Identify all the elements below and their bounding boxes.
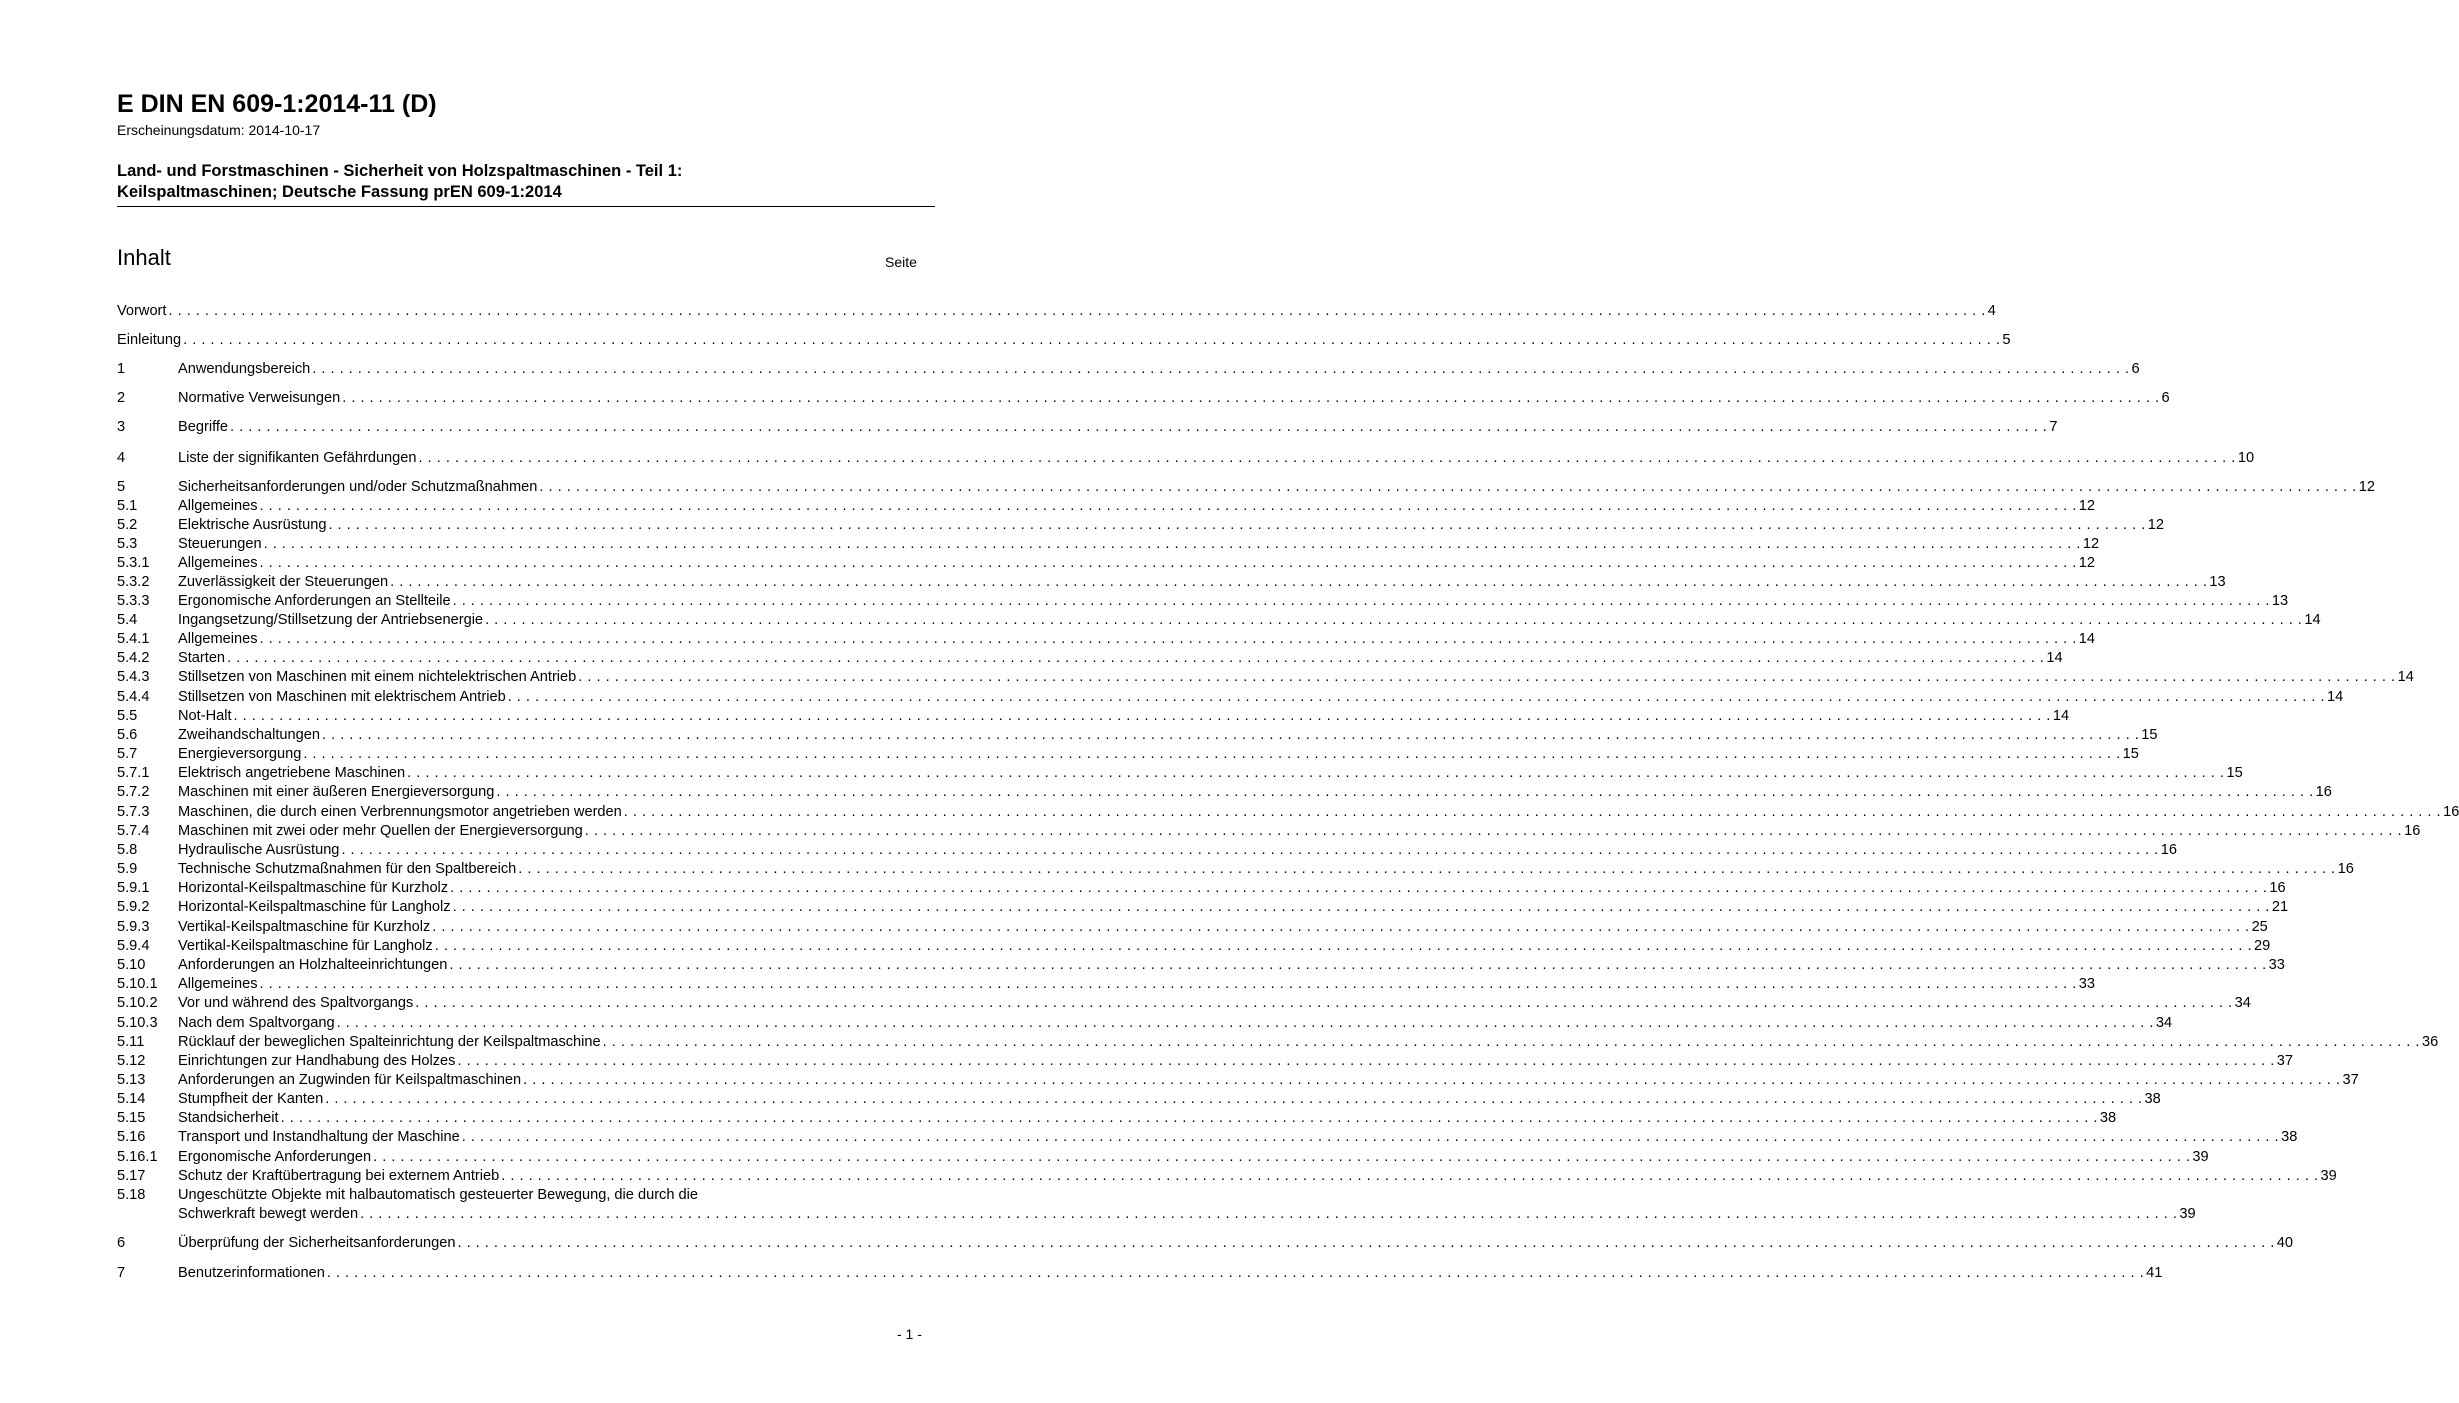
toc-dot-leader: . . . . . . . . . . . . . . . . . . . . . . . . . . . . . . . . . . . . . . . . . . . . . . . . . . . . . . . . . . . . . . . . . . . . . . . . . . . . . . . . . . . . . . . . . . . . . . . . . . . . . . . . . . . . . . . . . . . . . . . . . . . . . . . . . . . . . . . . . . . . . . . . . . . . . . . . . . . . . . . . . . . . . . . . . . . . . . . . . . . . . . . . . . . . . . . . . . . . . . . . [390,574,2208,590]
toc-entry[interactable] [117,860,2354,879]
toc-page-number: 33 [2078,976,2096,992]
toc-dot-leader: . . . . . . . . . . . . . . . . . . . . . . . . . . . . . . . . . . . . . . . . . . . . . . . . . . . . . . . . . . . . . . . . . . . . . . . . . . . . . . . . . . . . . . . . . . . . . . . . . . . . . . . . . . . . . . . . . . . . . . . . . . . . . . . . . . . . . . . . . . . . . . . . . . . . . . . . . . . . . . . . . . . . . . . . . . . . . . . . . . . . . . . . . . . . . . . . . . . . . . . . [485,612,2303,628]
toc-section-number: 5.4 [117,612,138,628]
toc-entry[interactable] [117,535,2100,554]
toc-page-number: 12 [2147,517,2164,533]
toc-dot-leader: . . . . . . . . . . . . . . . . . . . . . . . . . . . . . . . . . . . . . . . . . . . . . . . . . . . . . . . . . . . . . . . . . . . . . . . . . . . . . . . . . . . . . . . . . . . . . . . . . . . . . . . . . . . . . . . . . . . . . . . . . . . . . . . . . . . . . . . . . . . . . . . . . . . . . . . . . . . . . . . . . . . . . . . . . . . . . . . . . . . . . . . . . . . . . . . . . . . . . . . . [341,842,2159,858]
toc-page-number: 14 [2327,689,2344,705]
toc-page-number: 39 [2192,1149,2209,1165]
toc-dot-leader: . . . . . . . . . . . . . . . . . . . . . . . . . . . . . . . . . . . . . . . . . . . . . . . . . . . . . . . . . . . . . . . . . . . . . . . . . . . . . . . . . . . . . . . . . . . . . . . . . . . . . . . . . . . . . . . . . . . . . . . . . . . . . . . . . . . . . . . . . . . . . . . . . . . . . . . . . . . . . . . . . . . . . . . . . . . . . . . . . . . . . . . . . . . . . . . . . . . . . . . . [326,1265,2145,1281]
toc-section-title: Anforderungen an Zugwinden für Keilspaltmaschinen [178,1072,522,1088]
toc-section-title: Standsicherheit [178,1110,279,1126]
toc-entry[interactable] [117,1186,2196,1224]
toc-entry[interactable] [117,592,2289,611]
toc-page-number: 38 [2144,1091,2161,1107]
toc-section-title: Steuerungen [178,536,262,552]
toc-entry[interactable] [117,478,2375,497]
toc-dot-leader: . . . . . . . . . . . . . . . . . . . . . . . . . . . . . . . . . . . . . . . . . . . . . . . . . . . . . . . . . . . . . . . . . . . . . . . . . . . . . . . . . . . . . . . . . . . . . . . . . . . . . . . . . . . . . . . . . . . . . . . . . . . . . . . . . . . . . . . . . . . . . . . . . . . . . . . . . . . . . . . . . . . . . . . . . . . . . . . . . . . . . . . . . . . . . . . . . . . . . . . . [434,938,2253,954]
toc-section-title: Energieversorgung [178,746,302,762]
toc-section-title: Elektrische Ausrüstung [178,517,327,533]
toc-page-number: 16 [2404,823,2421,839]
toc-page-number: 37 [2276,1053,2293,1069]
toc-dot-leader: . . . . . . . . . . . . . . . . . . . . . . . . . . . . . . . . . . . . . . . . . . . . . . . . . . . . . . . . . . . . . . . . . . . . . . . . . . . . . . . . . . . . . . . . . . . . . . . . . . . . . . . . . . . . . . . . . . . . . . . . . . . . . . . . . . . . . . . . . . . . . . . . . . . . . . . . . . . . . . . . . . . . . . . . . . . . . . . . . . . . . . . . . . . . . . . . . . . . . . . . [325,1091,2143,1107]
toc-section-title: Horizontal-Keilspaltmaschine für Langholz [178,899,451,915]
toc-page-number: 37 [2342,1072,2359,1088]
toc-section-number: 7 [117,1265,126,1281]
toc-section-title: Begriffe [178,419,229,435]
toc-page-number: 14 [2397,669,2414,685]
toc-dot-leader: . . . . . . . . . . . . . . . . . . . . . . . . . . . . . . . . . . . . . . . . . . . . . . . . . . . . . . . . . . . . . . . . . . . . . . . . . . . . . . . . . . . . . . . . . . . . . . . . . . . . . . . . . . . . . . . . . . . . . . . . . . . . . . . . . . . . . . . . . . . . . . . . . . . . . . . . . . . . . . . . . . . . . . . . . . . . . . . . . . . . . . . . . . . . . . . . . . . . . . . . [312,361,2130,377]
toc-section-number: 1 [117,361,126,377]
toc-entry[interactable] [117,302,1996,321]
toc-page-number: 41 [2146,1265,2163,1281]
toc-section-number: 5.10.1 [117,976,158,992]
toc-section-title: Überprüfung der Sicherheitsanforderungen [178,1235,456,1251]
toc-page-number: 13 [2271,593,2289,609]
toc-section-title: Maschinen mit einer äußeren Energieversorgung [178,784,495,800]
toc-page-number: 14 [2078,631,2096,647]
toc-page-number: 12 [2078,555,2096,571]
toc-section-number: 5.13 [117,1072,146,1088]
toc-section-number: 5.4.1 [117,631,150,647]
toc-section-title: Sicherheitsanforderungen und/oder Schutzmaßnahmen [178,479,538,495]
toc-section-title: Ergonomische Anforderungen [178,1149,372,1165]
toc-section-title: Transport und Instandhaltung der Maschine [178,1129,460,1145]
toc-entry[interactable] [117,1033,2439,1052]
toc-dot-leader: . . . . . . . . . . . . . . . . . . . . . . . . . . . . . . . . . . . . . . . . . . . . . . . . . . . . . . . . . . . . . . . . . . . . . . . . . . . . . . . . . . . . . . . . . . . . . . . . . . . . . . . . . . . . . . . . . . . . . . . . . . . . . . . . . . . . . . . . . . . . . . . . . . . . . . . . . . . . . . . . . . . . . . . . . . . . . . . . . . . . . . . . . . . . . . . . . . . . . . . . [407,765,2225,781]
toc-section-number: 5.16 [117,1129,146,1145]
toc-section-number: 5.8 [117,842,138,858]
toc-section-title: Vor und während des Spaltvorgangs [178,995,414,1011]
toc-section-title: Benutzerinformationen [178,1265,325,1281]
toc-section-title: Not-Halt [178,708,232,724]
toc-page-number: 38 [2281,1129,2298,1145]
toc-page-number: 25 [2251,919,2268,935]
toc-section-number: 5.4.3 [117,669,150,685]
toc-entry[interactable] [117,975,2096,994]
toc-dot-leader: . . . . . . . . . . . . . . . . . . . . . . . . . . . . . . . . . . . . . . . . . . . . . . . . . . . . . . . . . . . . . . . . . . . . . . . . . . . . . . . . . . . . . . . . . . . . . . . . . . . . . . . . . . . . . . . . . . . . . . . . . . . . . . . . . . . . . . . . . . . . . . . . . . . . . . . . . . . . . . . . . . . . . . . . . . . . . . . . . . . . . . . . . . . . . . . . . . . . . . . . [230,419,2048,435]
toc-entry[interactable] [117,726,2158,745]
toc-dot-leader: . . . . . . . . . . . . . . . . . . . . . . . . . . . . . . . . . . . . . . . . . . . . . . . . . . . . . . . . . . . . . . . . . . . . . . . . . . . . . . . . . . . . . . . . . . . . . . . . . . . . . . . . . . . . . . . . . . . . . . . . . . . . . . . . . . . . . . . . . . . . . . . . . . . . . . . . . . . . . . . . . . . . . . . . . . . . . . . . . . . . . . . . . . . . . . . . . . . . . . . . [461,1129,2280,1145]
toc-section-number: 5.2 [117,517,138,533]
toc-entry[interactable] [117,1090,2161,1109]
toc-entry[interactable] [117,360,2140,379]
toc-entry[interactable] [117,783,2332,802]
toc-page-number: 10 [2237,450,2255,466]
toc-page-number: 39 [2320,1168,2337,1184]
toc-section-number: 3 [117,419,126,435]
toc-dot-leader: . . . . . . . . . . . . . . . . . . . . . . . . . . . . . . . . . . . . . . . . . . . . . . . . . . . . . . . . . . . . . . . . . . . . . . . . . . . . . . . . . . . . . . . . . . . . . . . . . . . . . . . . . . . . . . . . . . . . . . . . . . . . . . . . . . . . . . . . . . . . . . . . . . . . . . . . . . . . . . . . . . . . . . . . . . . . . . . . . . . . . . . . . . . . . . . . . . . . . . . . [259,498,2077,514]
toc-entry[interactable] [117,994,2251,1013]
toc-entry[interactable] [117,573,2226,592]
toc-section-title: Nach dem Spaltvorgang [178,1015,335,1031]
toc-dot-leader: . . . . . . . . . . . . . . . . . . . . . . . . . . . . . . . . . . . . . . . . . . . . . . . . . . . . . . . . . . . . . . . . . . . . . . . . . . . . . . . . . . . . . . . . . . . . . . . . . . . . . . . . . . . . . . . . . . . . . . . . . . . . . . . . . . . . . . . . . . . . . . . . . . . . . . . . . . . . . . . . . . . . . . . . . . . . . . . . . . . . . . . . . . . . . . . . . . . . . . . . [457,1235,2275,1251]
toc-dot-leader: . . . . . . . . . . . . . . . . . . . . . . . . . . . . . . . . . . . . . . . . . . . . . . . . . . . . . . . . . . . . . . . . . . . . . . . . . . . . . . . . . . . . . . . . . . . . . . . . . . . . . . . . . . . . . . . . . . . . . . . . . . . . . . . . . . . . . . . . . . . . . . . . . . . . . . . . . . . . . . . . . . . . . . . . . . . . . . . . . . . . . . . . . . . . . . . . . . . . . . . . [233,708,2051,724]
toc-section-number: 5.10 [117,957,146,973]
toc-section-number: 5.9.4 [117,938,150,954]
toc-section-number: 5.6 [117,727,138,743]
publication-date: Erscheinungsdatum: 2014-10-17 [117,122,321,138]
toc-entry[interactable] [117,516,2164,535]
toc-section-title: Anwendungsbereich [178,361,311,377]
toc-page-number: 14 [2052,708,2070,724]
toc-page-number: 12 [2082,536,2100,552]
toc-section-number: 5.15 [117,1110,146,1126]
toc-entry[interactable] [117,418,2058,437]
toc-entry[interactable] [117,449,2255,468]
toc-section-number: 5.1 [117,498,138,514]
toc-page-number: 16 [2443,804,2459,820]
toc-section-title: Einleitung [117,332,182,348]
toc-entry[interactable] [117,611,2321,630]
toc-section-title: Ergonomische Anforderungen an Stellteile [178,593,451,609]
toc-dot-leader: . . . . . . . . . . . . . . . . . . . . . . . . . . . . . . . . . . . . . . . . . . . . . . . . . . . . . . . . . . . . . . . . . . . . . . . . . . . . . . . . . . . . . . . . . . . . . . . . . . . . . . . . . . . . . . . . . . . . . . . . . . . . . . . . . . . . . . . . . . . . . . . . . . . . . . . . . . . . . . . . . . . . . . . . . . . . . . . . . . . . . . . . . . . . . . . . . . . . . . . . [584,823,2403,839]
toc-dot-leader: . . . . . . . . . . . . . . . . . . . . . . . . . . . . . . . . . . . . . . . . . . . . . . . . . . . . . . . . . . . . . . . . . . . . . . . . . . . . . . . . . . . . . . . . . . . . . . . . . . . . . . . . . . . . . . . . . . . . . . . . . . . . . . . . . . . . . . . . . . . . . . . . . . . . . . . . . . . . . . . . . . . . . . . . . . . . . . . . . . . . . . . . . . . . . . . . . . . . . . . . [183,332,2001,348]
toc-section-number: 5.3.2 [117,574,150,590]
toc-page-number: 13 [2209,574,2226,590]
toc-entry[interactable] [117,803,2459,822]
toc-section-number: 5.14 [117,1091,146,1107]
toc-section-number: 5.11 [117,1034,145,1050]
toc-section-number: 5.4.4 [117,689,150,705]
toc-section-number: 5.17 [117,1168,146,1184]
toc-dot-leader: . . . . . . . . . . . . . . . . . . . . . . . . . . . . . . . . . . . . . . . . . . . . . . . . . . . . . . . . . . . . . . . . . . . . . . . . . . . . . . . . . . . . . . . . . . . . . . . . . . . . . . . . . . . . . . . . . . . . . . . . . . . . . . . . . . . . . . . . . . . . . . . . . . . . . . . . . . . . . . . . . . . . . . . . . . . . . . . . . . . . . . . . . . . . . . . . . . . . . . . . [168,303,1986,319]
toc-section-title: Technische Schutzmaßnahmen für den Spaltbereich [178,861,517,877]
toc-entry[interactable] [117,1014,2173,1033]
toc-page-number: 15 [2141,727,2158,743]
toc-dot-leader: . . . . . . . . . . . . . . . . . . . . . . . . . . . . . . . . . . . . . . . . . . . . . . . . . . . . . . . . . . . . . . . . . . . . . . . . . . . . . . . . . . . . . . . . . . . . . . . . . . . . . . . . . . . . . . . . . . . . . . . . . . . . . . . . . . . . . . . . . . . . . . . . . . . . . . . . . . . . . . . . . . . . . . . . . . . . . . . . . . . . . . . . . . . . . . . . . . . . . . . . [227,650,2045,666]
toc-section-number: 5.12 [117,1053,146,1069]
toc-dot-leader: . . . . . . . . . . . . . . . . . . . . . . . . . . . . . . . . . . . . . . . . . . . . . . . . . . . . . . . . . . . . . . . . . . . . . . . . . . . . . . . . . . . . . . . . . . . . . . . . . . . . . . . . . . . . . . . . . . . . . . . . . . . . . . . . . . . . . . . . . . . . . . . . . . . . . . . . . . . . . . . . . . . . . . . . . . . . . . . . . . . . . . . . . . . . . . . . . . . . . . . . [501,1168,2319,1184]
toc-page-number: 34 [2234,995,2251,1011]
toc-entry[interactable] [117,1052,2293,1071]
document-title [117,161,937,203]
toc-dot-leader: . . . . . . . . . . . . . . . . . . . . . . . . . . . . . . . . . . . . . . . . . . . . . . . . . . . . . . . . . . . . . . . . . . . . . . . . . . . . . . . . . . . . . . . . . . . . . . . . . . . . . . . . . . . . . . . . . . . . . . . . . . . . . . . . . . . . . . . . . . . . . . . . . . . . . . . . . . . . . . . . . . . . . . . . . . . . . . . . . . . . . . . . . . . . . . . . . . . . . . . . [518,861,2336,877]
toc-dot-leader: . . . . . . . . . . . . . . . . . . . . . . . . . . . . . . . . . . . . . . . . . . . . . . . . . . . . . . . . . . . . . . . . . . . . . . . . . . . . . . . . . . . . . . . . . . . . . . . . . . . . . . . . . . . . . . . . . . . . . . . . . . . . . . . . . . . . . . . . . . . . . . . . . . . . . . . . . . . . . . . . . . . . . . . . . . . . . . . . . . . . . . . . . . . . . . . . . . . . . . . . [415,995,2233,1011]
toc-dot-leader: . . . . . . . . . . . . . . . . . . . . . . . . . . . . . . . . . . . . . . . . . . . . . . . . . . . . . . . . . . . . . . . . . . . . . . . . . . . . . . . . . . . . . . . . . . . . . . . . . . . . . . . . . . . . . . . . . . . . . . . . . . . . . . . . . . . . . . . . . . . . . . . . . . . . . . . . . . . . . . . . . . . . . . . . . . . . . . . . . . . . . . . . . . . . . . . . . . . . . . . . [336,1015,2154,1031]
toc-section-number: 2 [117,390,126,406]
toc-section-title: Allgemeines [178,976,258,992]
toc-entry[interactable] [117,956,2285,975]
toc-section-title: Stillsetzen von Maschinen mit elektrischem Antrieb [178,689,506,705]
toc-dot-leader: . . . . . . . . . . . . . . . . . . . . . . . . . . . . . . . . . . . . . . . . . . . . . . . . . . . . . . . . . . . . . . . . . . . . . . . . . . . . . . . . . . . . . . . . . . . . . . . . . . . . . . . . . . . . . . . . . . . . . . . . . . . . . . . . . . . . . . . . . . . . . . . . . . . . . . . . . . . . . . . . . . . . . . . . . . . . . . . . . . . . . . . . . . . . . . . . . . . . . . . . [539,479,2357,495]
toc-section-number: 5.9.3 [117,919,150,935]
toc-dot-leader: . . . . . . . . . . . . . . . . . . . . . . . . . . . . . . . . . . . . . . . . . . . . . . . . . . . . . . . . . . . . . . . . . . . . . . . . . . . . . . . . . . . . . . . . . . . . . . . . . . . . . . . . . . . . . . . . . . . . . . . . . . . . . . . . . . . . . . . . . . . . . . . . . . . . . . . . . . . . . . . . . . . . . . . . . . . . . . . . . . . . . . . . . . . . . . . . . . . . . . . . [328,517,2146,533]
toc-page-number: 12 [2358,479,2375,495]
toc-entry[interactable] [117,630,2096,649]
toc-entry[interactable] [117,898,2289,917]
toc-page-number: 15 [2226,765,2243,781]
toc-section-title: Zuverlässigkeit der Steuerungen [178,574,389,590]
toc-page-number: 14 [2046,650,2063,666]
toc-section-title: Starten [178,650,226,666]
toc-page-number: 4 [1987,303,1996,319]
document-title-line-2: Keilspaltmaschinen; Deutsche Fassung prEN 609-1:2014 [117,183,562,201]
document-id: E DIN EN 609-1:2014-11 (D) [117,90,437,118]
toc-dot-leader: . . . . . . . . . . . . . . . . . . . . . . . . . . . . . . . . . . . . . . . . . . . . . . . . . . . . . . . . . . . . . . . . . . . . . . . . . . . . . . . . . . . . . . . . . . . . . . . . . . . . . . . . . . . . . . . . . . . . . . . . . . . . . . . . . . . . . . . . . . . . . . . . . . . . . . . . . . . . . . . . . . . . . . . . . . . . . . . . . . . . . . . . . . . . . . . . . . . . . . . . [263,536,2081,552]
toc-dot-leader: . . . . . . . . . . . . . . . . . . . . . . . . . . . . . . . . . . . . . . . . . . . . . . . . . . . . . . . . . . . . . . . . . . . . . . . . . . . . . . . . . . . . . . . . . . . . . . . . . . . . . . . . . . . . . . . . . . . . . . . . . . . . . . . . . . . . . . . . . . . . . . . . . . . . . . . . . . . . . . . . . . . . . . . . . . . . . . . . . . . . . . . . . . . . . . . . . . . . . . . . [507,689,2325,705]
toc-page-number: 14 [2304,612,2321,628]
toc-dot-leader: . . . . . . . . . . . . . . . . . . . . . . . . . . . . . . . . . . . . . . . . . . . . . . . . . . . . . . . . . . . . . . . . . . . . . . . . . . . . . . . . . . . . . . . . . . . . . . . . . . . . . . . . . . . . . . . . . . . . . . . . . . . . . . . . . . . . . . . . . . . . . . . . . . . . . . . . . . . . . . . . . . . . . . . . . . . . . . . . . . . . . . . . . . . . . . . . . . . . . . . . [452,593,2270,609]
toc-section-number: 5.3 [117,536,138,552]
toc-dot-leader: . . . . . . . . . . . . . . . . . . . . . . . . . . . . . . . . . . . . . . . . . . . . . . . . . . . . . . . . . . . . . . . . . . . . . . . . . . . . . . . . . . . . . . . . . . . . . . . . . . . . . . . . . . . . . . . . . . . . . . . . . . . . . . . . . . . . . . . . . . . . . . . . . . . . . . . . . . . . . . . . . . . . . . . . . . . . . . . . . . . . . . . . . . . . . . . . . . . . . . . . [373,1149,2191,1165]
toc-section-number: 5 [117,479,126,495]
toc-section-title: Zweihandschaltungen [178,727,320,743]
toc-section-number: 5.5 [117,708,138,724]
toc-dot-leader: . . . . . . . . . . . . . . . . . . . . . . . . . . . . . . . . . . . . . . . . . . . . . . . . . . . . . . . . . . . . . . . . . . . . . . . . . . . . . . . . . . . . . . . . . . . . . . . . . . . . . . . . . . . . . . . . . . . . . . . . . . . . . . . . . . . . . . . . . . . . . . . . . . . . . . . . . . . . . . . . . . . . . . . . . . . . . . . . . . . . . . . . . . . . . . . . . . . . . . . . [449,957,2267,973]
toc-section-number: 5.7 [117,746,138,762]
toc-section-number: 5.16.1 [117,1149,158,1165]
toc-section-number: 6 [117,1235,126,1251]
toc-section-title-continued: Schwerkraft bewegt werden [178,1206,359,1222]
toc-dot-leader: . . . . . . . . . . . . . . . . . . . . . . . . . . . . . . . . . . . . . . . . . . . . . . . . . . . . . . . . . . . . . . . . . . . . . . . . . . . . . . . . . . . . . . . . . . . . . . . . . . . . . . . . . . . . . . . . . . . . . . . . . . . . . . . . . . . . . . . . . . . . . . . . . . . . . . . . . . . . . . . . . . . . . . . . . . . . . . . . . . . . . . . . . . . . . . . . . . . . . . . . [342,390,2160,406]
toc-section-number: 4 [117,450,126,466]
toc-page-number: 5 [2002,332,2011,348]
footer-page-number: - 1 - [897,1326,922,1342]
toc-dot-leader: . . . . . . . . . . . . . . . . . . . . . . . . . . . . . . . . . . . . . . . . . . . . . . . . . . . . . . . . . . . . . . . . . . . . . . . . . . . . . . . . . . . . . . . . . . . . . . . . . . . . . . . . . . . . . . . . . . . . . . . . . . . . . . . . . . . . . . . . . . . . . . . . . . . . . . . . . . . . . . . . . . . . . . . . . . . . . . . . . . . . . . . . . . . . . . . . . . . . . . . . [432,919,2250,935]
toc-section-number: 5.7.1 [117,765,150,781]
toc-section-number: 5.9 [117,861,138,877]
toc-section-number: 5.9.1 [117,880,150,896]
toc-section-title: Maschinen, die durch einen Verbrennungsmotor angetrieben werden [178,804,622,820]
toc-entry[interactable] [117,649,2063,668]
toc-section-number: 5.3.1 [117,555,150,571]
toc-entry[interactable] [117,389,2170,408]
toc-dot-leader: . . . . . . . . . . . . . . . . . . . . . . . . . . . . . . . . . . . . . . . . . . . . . . . . . . . . . . . . . . . . . . . . . . . . . . . . . . . . . . . . . . . . . . . . . . . . . . . . . . . . . . . . . . . . . . . . . . . . . . . . . . . . . . . . . . . . . . . . . . . . . . . . . . . . . . . . . . . . . . . . . . . . . . . . . . . . . . . . . . . . . . . . . . . . . . . . . . . . . . . . [602,1034,2420,1050]
toc-section-title: Stumpfheit der Kanten [178,1091,324,1107]
toc-section-title: Horizontal-Keilspaltmaschine für Kurzholz [178,880,449,896]
toc-section-number: 5.10.3 [117,1015,158,1031]
document-title-line-1: Land- und Forstmaschinen - Sicherheit von Holzspaltmaschinen - Teil 1: [117,162,683,180]
toc-section-title: Maschinen mit zwei oder mehr Quellen der Energieversorgung [178,823,583,839]
toc-page-number: 6 [2131,361,2140,377]
toc-entry[interactable] [117,688,2344,707]
toc-entry[interactable] [117,841,2177,860]
toc-dot-leader: . . . . . . . . . . . . . . . . . . . . . . . . . . . . . . . . . . . . . . . . . . . . . . . . . . . . . . . . . . . . . . . . . . . . . . . . . . . . . . . . . . . . . . . . . . . . . . . . . . . . . . . . . . . . . . . . . . . . . . . . . . . . . . . . . . . . . . . . . . . . . . . . . . . . . . . . . . . . . . . . . . . . . . . . . . . . . . . . . . . . . . . . . . . . . . . . . . . . . . . . [452,899,2270,915]
toc-dot-leader: . . . . . . . . . . . . . . . . . . . . . . . . . . . . . . . . . . . . . . . . . . . . . . . . . . . . . . . . . . . . . . . . . . . . . . . . . . . . . . . . . . . . . . . . . . . . . . . . . . . . . . . . . . . . . . . . . . . . . . . . . . . . . . . . . . . . . . . . . . . . . . . . . . . . . . . . . . . . . . . . . . . . . . . . . . . . . . . . . . . . . . . . . . . . . . . . . . . . . . . . [457,1053,2275,1069]
toc-entry[interactable] [117,879,2286,898]
toc-section-title: Stillsetzen von Maschinen mit einem nichtelektrischen Antrieb [178,669,577,685]
toc-section-title: Liste der signifikanten Gefährdungen [178,450,417,466]
page-column-label: Seite [885,254,917,270]
toc-page-number: 15 [2122,746,2139,762]
toc-section-title: Schutz der Kraftübertragung bei externem Antrieb [178,1168,500,1184]
toc-page-number: 16 [2160,842,2177,858]
toc-section-number: 5.3.3 [117,593,150,609]
toc-dot-leader: . . . . . . . . . . . . . . . . . . . . . . . . . . . . . . . . . . . . . . . . . . . . . . . . . . . . . . . . . . . . . . . . . . . . . . . . . . . . . . . . . . . . . . . . . . . . . . . . . . . . . . . . . . . . . . . . . . . . . . . . . . . . . . . . . . . . . . . . . . . . . . . . . . . . . . . . . . . . . . . . . . . . . . . . . . . . . . . . . . . . . . . . . . . . . . . . . . . . . . . . [418,450,2236,466]
toc-section-number: 5.18 [117,1187,146,1203]
toc-page-number: 12 [2078,498,2096,514]
toc-entry[interactable] [117,1234,2293,1253]
toc-dot-leader: . . . . . . . . . . . . . . . . . . . . . . . . . . . . . . . . . . . . . . . . . . . . . . . . . . . . . . . . . . . . . . . . . . . . . . . . . . . . . . . . . . . . . . . . . . . . . . . . . . . . . . . . . . . . . . . . . . . . . . . . . . . . . . . . . . . . . . . . . . . . . . . . . . . . . . . . . . . . . . . . . . . . . . . . . . . . . . . . . . . . . . . . . . . . . . . . . . . . . . . . [259,976,2077,992]
toc-section-title: Normative Verweisungen [178,390,341,406]
contents-heading: Inhalt [117,245,171,270]
toc-section-number: 5.9.2 [117,899,150,915]
toc-section-title: Allgemeines [178,498,258,514]
toc-entry[interactable] [117,707,2070,726]
toc-page-number: 7 [2049,419,2058,435]
toc-dot-leader: . . . . . . . . . . . . . . . . . . . . . . . . . . . . . . . . . . . . . . . . . . . . . . . . . . . . . . . . . . . . . . . . . . . . . . . . . . . . . . . . . . . . . . . . . . . . . . . . . . . . . . . . . . . . . . . . . . . . . . . . . . . . . . . . . . . . . . . . . . . . . . . . . . . . . . . . . . . . . . . . . . . . . . . . . . . . . . . . . . . . . . . . . . . . . . . . . . . . . . . . [259,631,2077,647]
toc-entry[interactable] [117,497,2096,516]
toc-section-title: Allgemeines [178,631,258,647]
toc-section-number: 5.7.3 [117,804,150,820]
toc-section-title: Elektrisch angetriebene Maschinen [178,765,406,781]
toc-entry[interactable] [117,1109,2117,1128]
toc-section-number: 5.4.2 [117,650,150,666]
toc-entry[interactable] [117,331,2011,350]
toc-page-number: 16 [2337,861,2354,877]
toc-page-number: 39 [2179,1206,2196,1222]
toc-page-number: 34 [2155,1015,2173,1031]
toc-entry[interactable] [117,937,2271,956]
toc-page-number: 40 [2276,1235,2293,1251]
toc-section-title: Allgemeines [178,555,258,571]
toc-section-title: Hydraulische Ausrüstung [178,842,340,858]
toc-page-number: 38 [2099,1110,2117,1126]
toc-entry[interactable] [117,822,2421,841]
toc-section-title: Anforderungen an Holzhalteeinrichtungen [178,957,448,973]
toc-page-number: 16 [2315,784,2332,800]
toc-entry[interactable] [117,764,2243,783]
title-divider [117,206,935,207]
toc-dot-leader: . . . . . . . . . . . . . . . . . . . . . . . . . . . . . . . . . . . . . . . . . . . . . . . . . . . . . . . . . . . . . . . . . . . . . . . . . . . . . . . . . . . . . . . . . . . . . . . . . . . . . . . . . . . . . . . . . . . . . . . . . . . . . . . . . . . . . . . . . . . . . . . . . . . . . . . . . . . . . . . . . . . . . . . . . . . . . . . . . . . . . . . . . . . . . . . . . . . . . . . . [321,727,2140,743]
toc-dot-leader: . . . . . . . . . . . . . . . . . . . . . . . . . . . . . . . . . . . . . . . . . . . . . . . . . . . . . . . . . . . . . . . . . . . . . . . . . . . . . . . . . . . . . . . . . . . . . . . . . . . . . . . . . . . . . . . . . . . . . . . . . . . . . . . . . . . . . . . . . . . . . . . . . . . . . . . . . . . . . . . . . . . . . . . . . . . . . . . . . . . . . . . . . . . . . . . . . . . . . . . . [523,1072,2341,1088]
toc-page-number: 29 [2254,938,2271,954]
toc-entry[interactable] [117,1148,2209,1167]
toc-section-number: 5.10.2 [117,995,158,1011]
toc-dot-leader: . . . . . . . . . . . . . . . . . . . . . . . . . . . . . . . . . . . . . . . . . . . . . . . . . . . . . . . . . . . . . . . . . . . . . . . . . . . . . . . . . . . . . . . . . . . . . . . . . . . . . . . . . . . . . . . . . . . . . . . . . . . . . . . . . . . . . . . . . . . . . . . . . . . . . . . . . . . . . . . . . . . . . . . . . . . . . . . . . . . . . . . . . . . . . . . . . . . . . . . . [259,555,2077,571]
toc-section-title: Vertikal-Keilspaltmaschine für Kurzholz [178,919,431,935]
toc-entry[interactable] [117,1167,2337,1186]
toc-section-title: Ingangsetzung/Stillsetzung der Antriebsenergie [178,612,484,628]
toc-entry[interactable] [117,554,2096,573]
toc-section-number: 5.7.4 [117,823,150,839]
toc-section-title: Vertikal-Keilspaltmaschine für Langholz [178,938,433,954]
toc-entry[interactable] [117,1264,2163,1283]
toc-dot-leader: . . . . . . . . . . . . . . . . . . . . . . . . . . . . . . . . . . . . . . . . . . . . . . . . . . . . . . . . . . . . . . . . . . . . . . . . . . . . . . . . . . . . . . . . . . . . . . . . . . . . . . . . . . . . . . . . . . . . . . . . . . . . . . . . . . . . . . . . . . . . . . . . . . . . . . . . . . . . . . . . . . . . . . . . . . . . . . . . . . . . . . . . . . . . . . . . . . . . . . . . [303,746,2121,762]
toc-section-title: Einrichtungen zur Handhabung des Holzes [178,1053,456,1069]
toc-section-title: Vorwort [117,303,167,319]
toc-dot-leader: . . . . . . . . . . . . . . . . . . . . . . . . . . . . . . . . . . . . . . . . . . . . . . . . . . . . . . . . . . . . . . . . . . . . . . . . . . . . . . . . . . . . . . . . . . . . . . . . . . . . . . . . . . . . . . . . . . . . . . . . . . . . . . . . . . . . . . . . . . . . . . . . . . . . . . . . . . . . . . . . . . . . . . . . . . . . . . . . . . . . . . . . . . . . . . . . . . . . . . . . [280,1110,2098,1126]
toc-section-number: 5.7.2 [117,784,150,800]
toc-dot-leader: . . . . . . . . . . . . . . . . . . . . . . . . . . . . . . . . . . . . . . . . . . . . . . . . . . . . . . . . . . . . . . . . . . . . . . . . . . . . . . . . . . . . . . . . . . . . . . . . . . . . . . . . . . . . . . . . . . . . . . . . . . . . . . . . . . . . . . . . . . . . . . . . . . . . . . . . . . . . . . . . . . . . . . . . . . . . . . . . . . . . . . . . . . . . . . . . . . . . . . . . [496,784,2314,800]
toc-entry[interactable] [117,668,2414,687]
toc-page-number: 33 [2268,957,2285,973]
toc-dot-leader: . . . . . . . . . . . . . . . . . . . . . . . . . . . . . . . . . . . . . . . . . . . . . . . . . . . . . . . . . . . . . . . . . . . . . . . . . . . . . . . . . . . . . . . . . . . . . . . . . . . . . . . . . . . . . . . . . . . . . . . . . . . . . . . . . . . . . . . . . . . . . . . . . . . . . . . . . . . . . . . . . . . . . . . . . . . . . . . . . . . . . . . . . . . . . . . . . . . . . . . . [360,1206,2178,1222]
toc-page-number: 6 [2161,390,2170,406]
toc-dot-leader: . . . . . . . . . . . . . . . . . . . . . . . . . . . . . . . . . . . . . . . . . . . . . . . . . . . . . . . . . . . . . . . . . . . . . . . . . . . . . . . . . . . . . . . . . . . . . . . . . . . . . . . . . . . . . . . . . . . . . . . . . . . . . . . . . . . . . . . . . . . . . . . . . . . . . . . . . . . . . . . . . . . . . . . . . . . . . . . . . . . . . . . . . . . . . . . . . . . . . . . . [450,880,2268,896]
toc-dot-leader: . . . . . . . . . . . . . . . . . . . . . . . . . . . . . . . . . . . . . . . . . . . . . . . . . . . . . . . . . . . . . . . . . . . . . . . . . . . . . . . . . . . . . . . . . . . . . . . . . . . . . . . . . . . . . . . . . . . . . . . . . . . . . . . . . . . . . . . . . . . . . . . . . . . . . . . . . . . . . . . . . . . . . . . . . . . . . . . . . . . . . . . . . . . . . . . . . . . . . . . . [578,669,2396,685]
toc-section-title: Rücklauf der beweglichen Spalteinrichtung der Keilspaltmaschine [178,1034,601,1050]
toc-entry[interactable] [117,1071,2359,1090]
toc-page-number: 36 [2421,1034,2439,1050]
toc-page-number: 16 [2269,880,2286,896]
toc-dot-leader: . . . . . . . . . . . . . . . . . . . . . . . . . . . . . . . . . . . . . . . . . . . . . . . . . . . . . . . . . . . . . . . . . . . . . . . . . . . . . . . . . . . . . . . . . . . . . . . . . . . . . . . . . . . . . . . . . . . . . . . . . . . . . . . . . . . . . . . . . . . . . . . . . . . . . . . . . . . . . . . . . . . . . . . . . . . . . . . . . . . . . . . . . . . . . . . . . . . . . . . . [623,804,2442,820]
toc-entry[interactable] [117,1128,2298,1147]
toc-entry[interactable] [117,745,2139,764]
toc-section-title: Ungeschützte Objekte mit halbautomatisch gesteuerter Bewegung, die durch die [178,1187,699,1203]
toc-entry[interactable] [117,918,2268,937]
toc-page-number: 21 [2271,899,2289,915]
